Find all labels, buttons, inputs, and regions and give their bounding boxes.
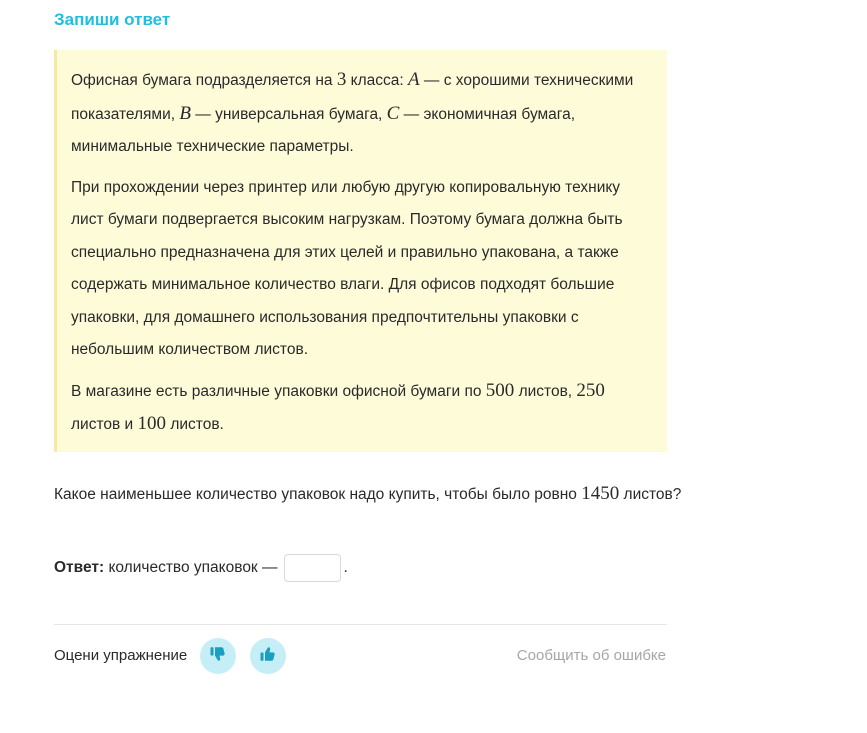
answer-label: Ответ: xyxy=(54,559,105,576)
task-description-box xyxy=(54,50,667,452)
dislike-button[interactable] xyxy=(200,638,236,674)
answer-input[interactable] xyxy=(284,554,341,582)
rate-exercise-label: Оцени упражнение xyxy=(54,647,188,664)
task-paragraph-2: При прохождении через принтер или любую другую копировальную технику лист бумаги подвергается высоким нагрузкам. Поэтому бумага должна быть специально предназначена для этих целей и правильно упакована, а также содержать минимальное количество влаги. Для офисов подходят большие упаковки, для домашнего использования предпочтительны упаковки с небольшим количеством листов. xyxy=(71,178,623,358)
question-text: Какое наименьшее количество упаковок надо купить, чтобы было ровно 1450 листов? xyxy=(54,483,682,504)
like-button[interactable] xyxy=(250,638,286,674)
task-paragraph-3: В магазине есть различные упаковки офисной бумаги по 500 листов, 250 листов и 100 листов. xyxy=(71,379,605,434)
section-title: Запиши ответ xyxy=(54,10,171,29)
divider xyxy=(54,624,667,625)
answer-row xyxy=(54,553,348,583)
thumbs-down-icon xyxy=(209,645,227,668)
answer-suffix: . xyxy=(343,559,348,576)
task-paragraph-1: Офисная бумага подразделяется на 3 класса: A — с хорошими техническими показателями, B — универсальная бумага, C — экономичная бумага, минимальные технические параметры. xyxy=(71,69,634,155)
thumbs-up-icon xyxy=(259,645,277,668)
report-error-link[interactable]: Сообщить об ошибке xyxy=(516,647,666,664)
answer-prompt: количество упаковок — xyxy=(104,559,278,576)
